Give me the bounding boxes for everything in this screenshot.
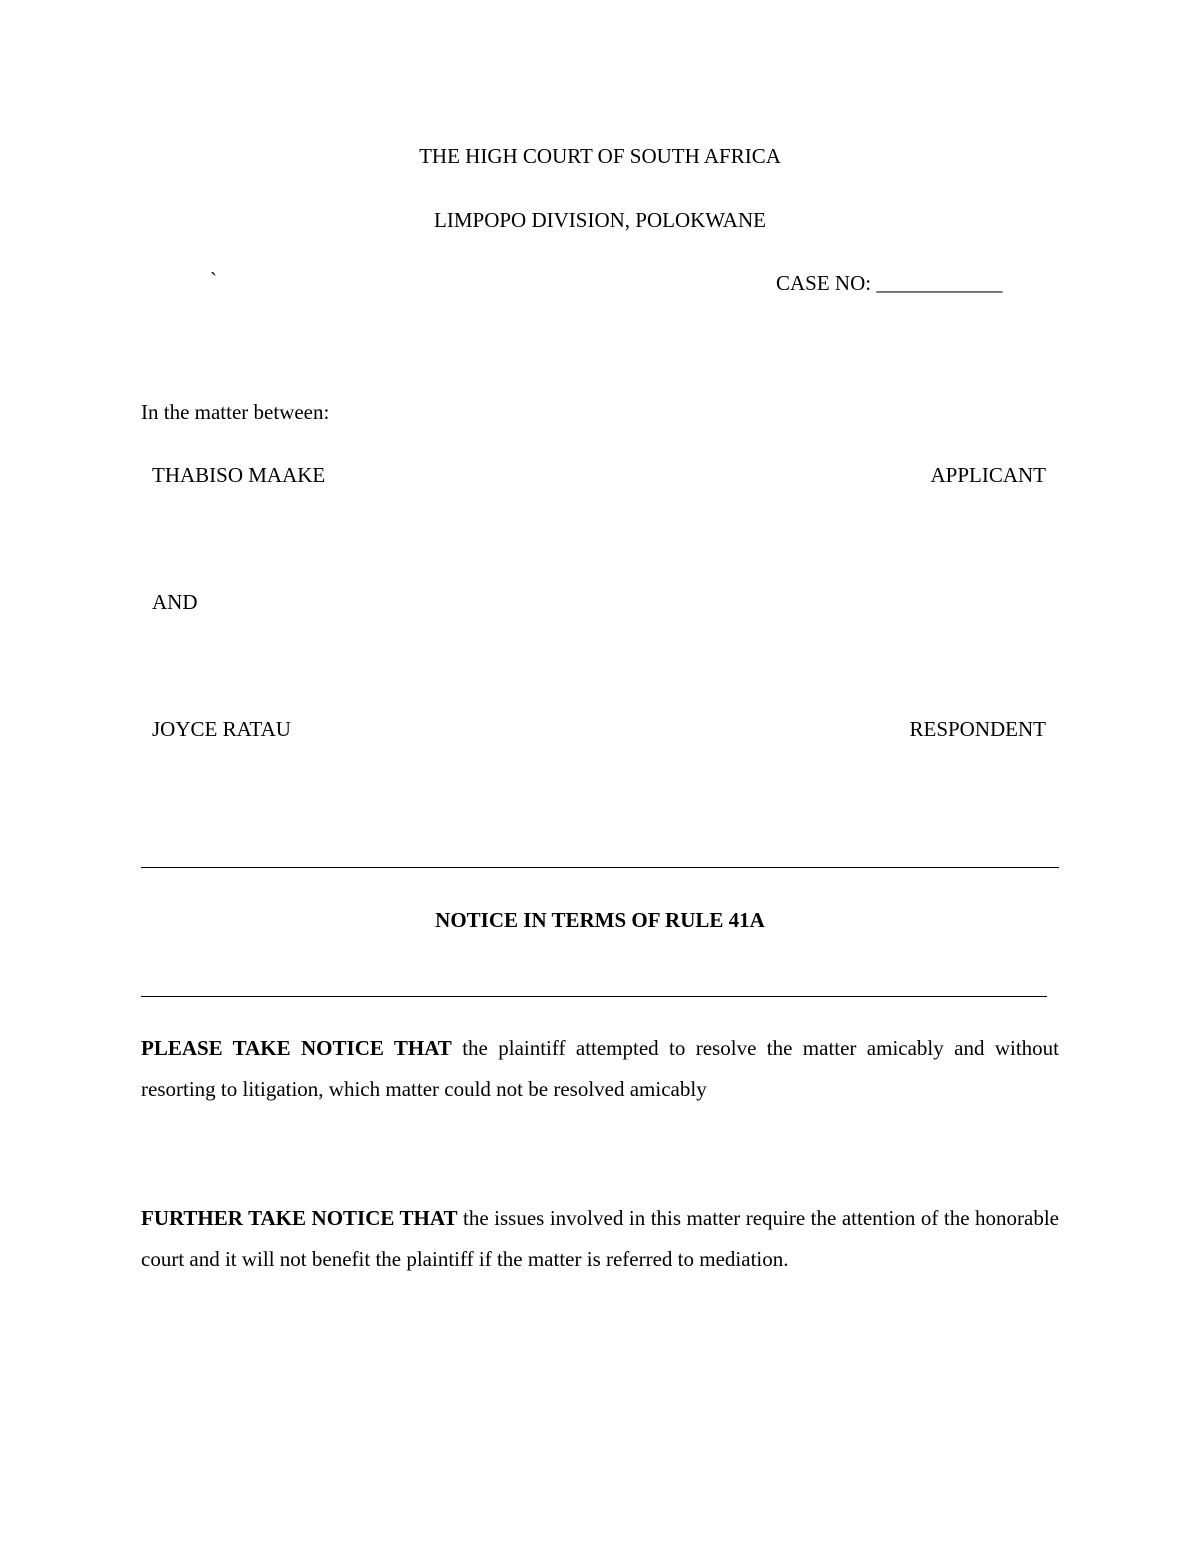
respondent-role: RESPONDENT <box>909 717 1046 741</box>
and-conjunction: AND <box>152 590 198 614</box>
division-title: LIMPOPO DIVISION, POLOKWANE <box>434 208 766 232</box>
notice-paragraph-1 <box>141 1028 1059 1110</box>
divider-top <box>141 867 1059 868</box>
divider-bottom <box>141 996 1047 997</box>
case-number-field: ____________ <box>876 271 1003 295</box>
applicant-role: APPLICANT <box>930 463 1046 487</box>
notice-paragraph-1-lead: PLEASE TAKE NOTICE THAT <box>141 1036 452 1060</box>
respondent-name: JOYCE RATAU <box>152 717 291 741</box>
case-number <box>776 273 1002 294</box>
notice-title: NOTICE IN TERMS OF RULE 41A <box>435 908 765 932</box>
stray-mark: ` <box>210 268 217 292</box>
case-number-label: CASE NO: <box>776 271 872 295</box>
court-title: THE HIGH COURT OF SOUTH AFRICA <box>419 144 781 168</box>
applicant-name: THABISO MAAKE <box>152 463 326 487</box>
notice-paragraph-2-text: the issues involved in this matter require the attention of the honorable court and it will not benefit the plaintiff if the matter is referred to mediation. <box>141 1206 1059 1271</box>
notice-paragraph-2 <box>141 1198 1059 1280</box>
notice-paragraph-2-lead: FURTHER TAKE NOTICE THAT <box>141 1206 458 1230</box>
matter-intro: In the matter between: <box>141 400 330 424</box>
notice-paragraph-1-text: the plaintiff attempted to resolve the matter amicably and without resorting to litigation, which matter could not be resolved amicably <box>141 1036 1060 1101</box>
